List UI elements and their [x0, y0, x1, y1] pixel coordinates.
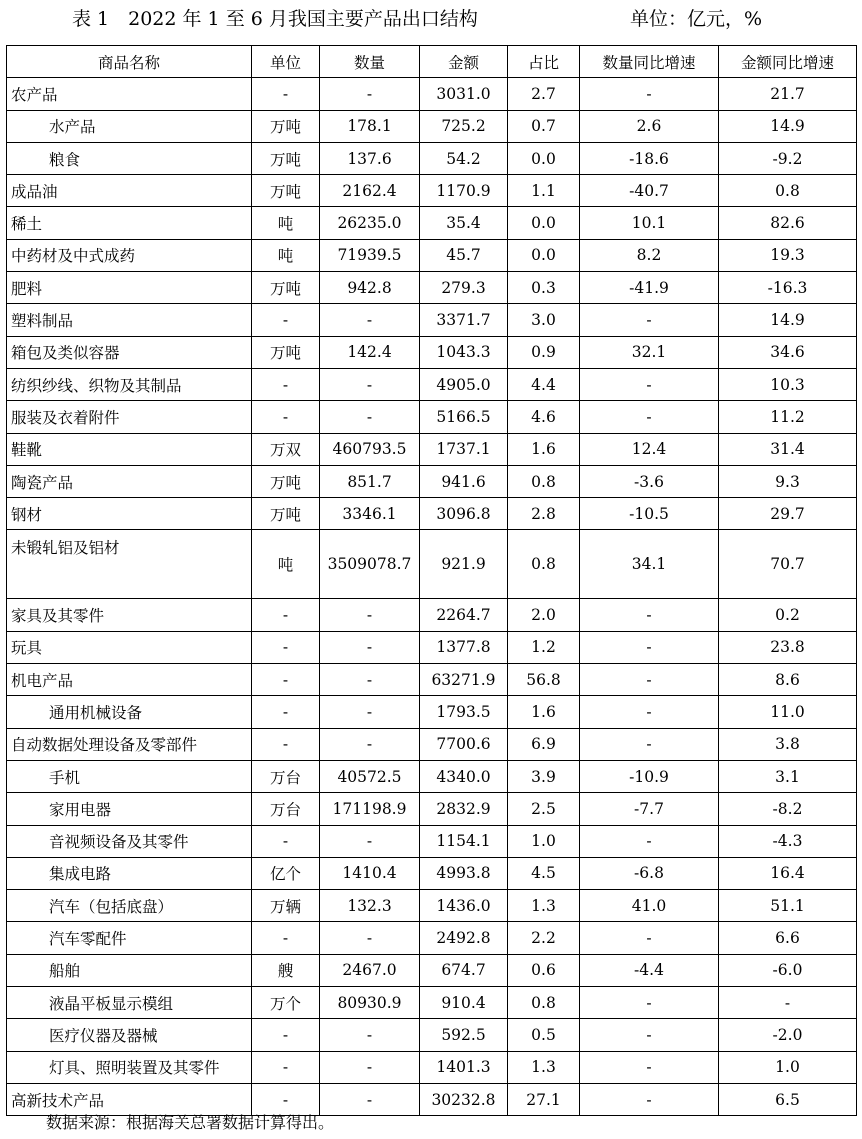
table-row — [7, 304, 857, 336]
cell-quantity-growth: -6.8 — [580, 857, 719, 889]
export-structure-table — [6, 45, 857, 1116]
cell-unit: 艘 — [252, 954, 320, 986]
cell-amount: 921.9 — [420, 530, 508, 599]
cell-quantity-growth: 32.1 — [580, 336, 719, 368]
cell-amount: 1436.0 — [420, 890, 508, 922]
cell-unit: - — [252, 922, 320, 954]
cell-share: 4.6 — [508, 401, 580, 433]
table-row — [7, 368, 857, 400]
cell-unit: - — [252, 1083, 320, 1115]
cell-quantity-growth: - — [580, 696, 719, 728]
cell-name: 未锻轧铝及铝材 — [7, 530, 252, 599]
cell-unit: - — [252, 1051, 320, 1083]
cell-name: 家具及其零件 — [7, 599, 252, 631]
cell-amount-growth: 29.7 — [719, 498, 857, 530]
table-title-unit: 单位：亿元，% — [630, 8, 763, 30]
cell-amount: 2832.9 — [420, 793, 508, 825]
table-row — [7, 530, 857, 599]
cell-share: 0.0 — [508, 207, 580, 239]
cell-quantity-growth: - — [580, 631, 719, 663]
cell-name: 箱包及类似容器 — [7, 336, 252, 368]
cell-unit: 万吨 — [252, 175, 320, 207]
cell-quantity-growth: - — [580, 1019, 719, 1051]
cell-quantity: - — [320, 1019, 420, 1051]
table-row — [7, 696, 857, 728]
cell-unit: 亿个 — [252, 857, 320, 889]
cell-quantity-growth: - — [580, 825, 719, 857]
table-row — [7, 142, 857, 174]
table-row — [7, 110, 857, 142]
cell-name: 钢材 — [7, 498, 252, 530]
cell-unit: 万吨 — [252, 498, 320, 530]
cell-unit: 万吨 — [252, 110, 320, 142]
cell-quantity-growth: 41.0 — [580, 890, 719, 922]
cell-name: 机电产品 — [7, 664, 252, 696]
cell-unit: 万吨 — [252, 272, 320, 304]
cell-share: 1.6 — [508, 696, 580, 728]
cell-name: 医疗仪器及器械 — [7, 1019, 252, 1051]
cell-amount: 279.3 — [420, 272, 508, 304]
cell-amount: 1154.1 — [420, 825, 508, 857]
cell-quantity-growth: -40.7 — [580, 175, 719, 207]
column-header-quantity-growth: 数量同比增速 — [580, 46, 719, 78]
cell-amount-growth: 8.6 — [719, 664, 857, 696]
cell-share: 1.3 — [508, 1051, 580, 1083]
cell-quantity-growth: -7.7 — [580, 793, 719, 825]
cell-amount-growth: -9.2 — [719, 142, 857, 174]
column-header-unit: 单位 — [252, 46, 320, 78]
cell-quantity: 942.8 — [320, 272, 420, 304]
cell-name: 中药材及中式成药 — [7, 239, 252, 271]
cell-name: 农产品 — [7, 78, 252, 110]
cell-quantity: 851.7 — [320, 465, 420, 497]
cell-quantity-growth: - — [580, 401, 719, 433]
cell-share: 6.9 — [508, 728, 580, 760]
cell-quantity: 3509078.7 — [320, 530, 420, 599]
table-row — [7, 825, 857, 857]
column-header-amount: 金额 — [420, 46, 508, 78]
cell-amount: 1170.9 — [420, 175, 508, 207]
table-row — [7, 239, 857, 271]
cell-share: 1.0 — [508, 825, 580, 857]
cell-amount-growth: 14.9 — [719, 304, 857, 336]
table-row — [7, 857, 857, 889]
cell-share: 2.5 — [508, 793, 580, 825]
cell-name: 手机 — [7, 760, 252, 792]
cell-name: 船舶 — [7, 954, 252, 986]
cell-share: 0.3 — [508, 272, 580, 304]
cell-share: 56.8 — [508, 664, 580, 696]
cell-quantity: 178.1 — [320, 110, 420, 142]
cell-unit: 万个 — [252, 987, 320, 1019]
cell-name: 灯具、照明装置及其零件 — [7, 1051, 252, 1083]
cell-share: 27.1 — [508, 1083, 580, 1115]
cell-quantity: - — [320, 304, 420, 336]
cell-unit: - — [252, 631, 320, 663]
cell-amount: 910.4 — [420, 987, 508, 1019]
cell-unit: - — [252, 599, 320, 631]
cell-name: 集成电路 — [7, 857, 252, 889]
cell-name: 自动数据处理设备及零部件 — [7, 728, 252, 760]
cell-quantity-growth: -10.9 — [580, 760, 719, 792]
cell-quantity: - — [320, 696, 420, 728]
table-row — [7, 728, 857, 760]
table-row — [7, 664, 857, 696]
cell-quantity: 1410.4 — [320, 857, 420, 889]
cell-share: 0.6 — [508, 954, 580, 986]
table-row — [7, 78, 857, 110]
cell-quantity: 40572.5 — [320, 760, 420, 792]
cell-amount: 1377.8 — [420, 631, 508, 663]
column-header-amount-growth: 金额同比增速 — [719, 46, 857, 78]
cell-amount-growth: 6.5 — [719, 1083, 857, 1115]
cell-unit: - — [252, 825, 320, 857]
cell-amount-growth: 14.9 — [719, 110, 857, 142]
cell-amount-growth: -8.2 — [719, 793, 857, 825]
table-row — [7, 599, 857, 631]
cell-name: 鞋靴 — [7, 433, 252, 465]
cell-amount-growth: 11.2 — [719, 401, 857, 433]
cell-amount-growth: -4.3 — [719, 825, 857, 857]
cell-quantity: - — [320, 368, 420, 400]
cell-unit: 万吨 — [252, 142, 320, 174]
cell-share: 0.7 — [508, 110, 580, 142]
cell-name: 汽车零配件 — [7, 922, 252, 954]
cell-amount: 5166.5 — [420, 401, 508, 433]
cell-unit: - — [252, 696, 320, 728]
cell-amount-growth: 6.6 — [719, 922, 857, 954]
cell-quantity-growth: - — [580, 78, 719, 110]
cell-name: 成品油 — [7, 175, 252, 207]
table-row — [7, 336, 857, 368]
cell-amount-growth: 0.2 — [719, 599, 857, 631]
cell-quantity-growth: -4.4 — [580, 954, 719, 986]
cell-amount-growth: 1.0 — [719, 1051, 857, 1083]
cell-quantity-growth: -3.6 — [580, 465, 719, 497]
cell-quantity-growth: - — [580, 922, 719, 954]
cell-amount: 1737.1 — [420, 433, 508, 465]
cell-share: 1.3 — [508, 890, 580, 922]
cell-quantity: 142.4 — [320, 336, 420, 368]
cell-quantity: - — [320, 1083, 420, 1115]
table-row — [7, 954, 857, 986]
cell-quantity: - — [320, 599, 420, 631]
cell-name: 玩具 — [7, 631, 252, 663]
cell-unit: - — [252, 401, 320, 433]
cell-unit: 吨 — [252, 207, 320, 239]
cell-share: 0.8 — [508, 987, 580, 1019]
cell-amount: 4905.0 — [420, 368, 508, 400]
table-row — [7, 401, 857, 433]
cell-unit: 万吨 — [252, 336, 320, 368]
cell-quantity: - — [320, 78, 420, 110]
cell-amount: 1401.3 — [420, 1051, 508, 1083]
cell-quantity-growth: -18.6 — [580, 142, 719, 174]
cell-amount-growth: 31.4 — [719, 433, 857, 465]
cell-quantity: - — [320, 401, 420, 433]
table-row — [7, 922, 857, 954]
cell-quantity: 26235.0 — [320, 207, 420, 239]
table-title — [0, 6, 862, 32]
cell-share: 4.5 — [508, 857, 580, 889]
cell-amount: 30232.8 — [420, 1083, 508, 1115]
table-row — [7, 793, 857, 825]
cell-quantity: - — [320, 922, 420, 954]
cell-unit: 万台 — [252, 793, 320, 825]
cell-quantity: 80930.9 — [320, 987, 420, 1019]
cell-name: 服装及衣着附件 — [7, 401, 252, 433]
cell-quantity: 3346.1 — [320, 498, 420, 530]
cell-amount-growth: -2.0 — [719, 1019, 857, 1051]
cell-quantity-growth: 2.6 — [580, 110, 719, 142]
cell-name: 液晶平板显示模组 — [7, 987, 252, 1019]
cell-unit: 万台 — [252, 760, 320, 792]
cell-name: 高新技术产品 — [7, 1083, 252, 1115]
cell-amount-growth: -6.0 — [719, 954, 857, 986]
cell-amount-growth: 0.8 — [719, 175, 857, 207]
cell-share: 0.8 — [508, 530, 580, 599]
cell-name: 家用电器 — [7, 793, 252, 825]
cell-quantity: 71939.5 — [320, 239, 420, 271]
column-header-name: 商品名称 — [7, 46, 252, 78]
cell-quantity-growth: -10.5 — [580, 498, 719, 530]
table-row — [7, 631, 857, 663]
cell-amount: 592.5 — [420, 1019, 508, 1051]
cell-share: 2.7 — [508, 78, 580, 110]
cell-quantity: 460793.5 — [320, 433, 420, 465]
cell-amount-growth: - — [719, 987, 857, 1019]
table-row — [7, 465, 857, 497]
cell-name: 通用机械设备 — [7, 696, 252, 728]
cell-unit: 万辆 — [252, 890, 320, 922]
cell-amount: 1793.5 — [420, 696, 508, 728]
cell-name: 汽车（包括底盘） — [7, 890, 252, 922]
data-source-note: 数据来源：根据海关总署数据计算得出。 — [46, 1113, 335, 1132]
table-header-row — [7, 46, 857, 78]
cell-quantity-growth: - — [580, 728, 719, 760]
cell-quantity: - — [320, 728, 420, 760]
cell-amount-growth: 9.3 — [719, 465, 857, 497]
cell-quantity-growth: - — [580, 368, 719, 400]
cell-name: 水产品 — [7, 110, 252, 142]
cell-unit: - — [252, 304, 320, 336]
cell-amount-growth: 10.3 — [719, 368, 857, 400]
cell-amount: 4993.8 — [420, 857, 508, 889]
column-header-quantity: 数量 — [320, 46, 420, 78]
cell-amount: 63271.9 — [420, 664, 508, 696]
cell-amount-growth: 3.1 — [719, 760, 857, 792]
cell-amount: 2492.8 — [420, 922, 508, 954]
table-row — [7, 207, 857, 239]
cell-share: 2.8 — [508, 498, 580, 530]
cell-amount: 3371.7 — [420, 304, 508, 336]
cell-name: 肥料 — [7, 272, 252, 304]
cell-share: 0.9 — [508, 336, 580, 368]
cell-amount-growth: 16.4 — [719, 857, 857, 889]
cell-quantity-growth: 8.2 — [580, 239, 719, 271]
cell-amount-growth: 21.7 — [719, 78, 857, 110]
cell-name: 塑料制品 — [7, 304, 252, 336]
cell-name: 陶瓷产品 — [7, 465, 252, 497]
cell-amount: 3096.8 — [420, 498, 508, 530]
cell-quantity-growth: - — [580, 1051, 719, 1083]
cell-quantity-growth: - — [580, 664, 719, 696]
cell-amount-growth: 70.7 — [719, 530, 857, 599]
cell-amount-growth: 51.1 — [719, 890, 857, 922]
cell-amount-growth: 23.8 — [719, 631, 857, 663]
cell-quantity-growth: 12.4 — [580, 433, 719, 465]
cell-name: 粮食 — [7, 142, 252, 174]
cell-quantity-growth: - — [580, 987, 719, 1019]
cell-name: 稀土 — [7, 207, 252, 239]
cell-share: 0.0 — [508, 142, 580, 174]
table-row — [7, 1083, 857, 1115]
table-row — [7, 498, 857, 530]
cell-amount: 725.2 — [420, 110, 508, 142]
table-row — [7, 760, 857, 792]
cell-quantity: - — [320, 664, 420, 696]
cell-amount-growth: 82.6 — [719, 207, 857, 239]
cell-quantity-growth: - — [580, 599, 719, 631]
cell-amount: 54.2 — [420, 142, 508, 174]
cell-unit: - — [252, 78, 320, 110]
cell-share: 1.6 — [508, 433, 580, 465]
cell-quantity: 2467.0 — [320, 954, 420, 986]
cell-quantity: 171198.9 — [320, 793, 420, 825]
cell-name: 音视频设备及其零件 — [7, 825, 252, 857]
cell-amount: 1043.3 — [420, 336, 508, 368]
table-row — [7, 1051, 857, 1083]
cell-amount-growth: -16.3 — [719, 272, 857, 304]
cell-amount: 2264.7 — [420, 599, 508, 631]
cell-share: 1.2 — [508, 631, 580, 663]
cell-quantity: - — [320, 631, 420, 663]
cell-share: 2.2 — [508, 922, 580, 954]
cell-amount-growth: 19.3 — [719, 239, 857, 271]
column-header-share: 占比 — [508, 46, 580, 78]
cell-unit: 万双 — [252, 433, 320, 465]
cell-amount: 45.7 — [420, 239, 508, 271]
cell-amount: 7700.6 — [420, 728, 508, 760]
cell-unit: - — [252, 664, 320, 696]
cell-amount-growth: 11.0 — [719, 696, 857, 728]
cell-quantity: - — [320, 1051, 420, 1083]
cell-amount-growth: 3.8 — [719, 728, 857, 760]
table-title-main: 表 1 2022 年 1 至 6 月我国主要产品出口结构 — [72, 8, 478, 30]
cell-name: 纺织纱线、织物及其制品 — [7, 368, 252, 400]
cell-quantity: 2162.4 — [320, 175, 420, 207]
cell-amount: 35.4 — [420, 207, 508, 239]
cell-share: 4.4 — [508, 368, 580, 400]
cell-quantity-growth: 10.1 — [580, 207, 719, 239]
cell-unit: 吨 — [252, 239, 320, 271]
cell-share: 2.0 — [508, 599, 580, 631]
cell-quantity-growth: 34.1 — [580, 530, 719, 599]
cell-unit: - — [252, 368, 320, 400]
cell-quantity: 132.3 — [320, 890, 420, 922]
cell-quantity-growth: -41.9 — [580, 272, 719, 304]
cell-amount: 941.6 — [420, 465, 508, 497]
cell-share: 0.5 — [508, 1019, 580, 1051]
cell-share: 0.8 — [508, 465, 580, 497]
cell-unit: - — [252, 1019, 320, 1051]
table-row — [7, 272, 857, 304]
cell-share: 3.9 — [508, 760, 580, 792]
cell-amount: 674.7 — [420, 954, 508, 986]
cell-amount: 4340.0 — [420, 760, 508, 792]
cell-quantity: 137.6 — [320, 142, 420, 174]
cell-amount: 3031.0 — [420, 78, 508, 110]
table-row — [7, 1019, 857, 1051]
cell-quantity: - — [320, 825, 420, 857]
cell-share: 1.1 — [508, 175, 580, 207]
table-row — [7, 433, 857, 465]
cell-share: 0.0 — [508, 239, 580, 271]
table-row — [7, 987, 857, 1019]
table-row — [7, 175, 857, 207]
cell-quantity-growth: - — [580, 304, 719, 336]
cell-unit: 吨 — [252, 530, 320, 599]
cell-quantity-growth: - — [580, 1083, 719, 1115]
cell-amount-growth: 34.6 — [719, 336, 857, 368]
table-row — [7, 890, 857, 922]
cell-share: 3.0 — [508, 304, 580, 336]
cell-unit: - — [252, 728, 320, 760]
cell-unit: 万吨 — [252, 465, 320, 497]
